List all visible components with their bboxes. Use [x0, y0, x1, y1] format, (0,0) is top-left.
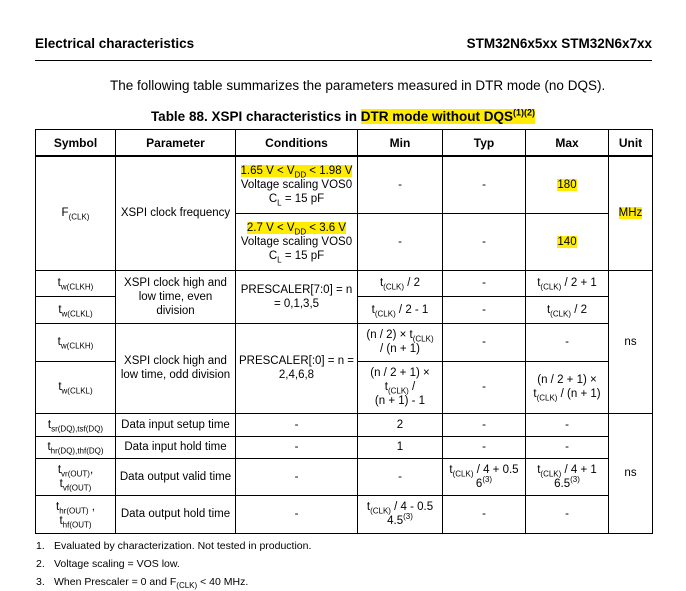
- conditions-cell: PRESCALER[7:0] = n = 0,1,3,5: [236, 270, 358, 323]
- conditions-cell: 2.7 $V < V_{DD} < 3.6$ V Voltage scaling VOS0 $C_L = 15$ pF: [236, 213, 358, 270]
- typ-cell: -: [443, 296, 526, 323]
- typ-cell: -: [443, 213, 526, 270]
- typ-cell: -: [443, 270, 526, 296]
- xspi-characteristics-table: [35, 129, 653, 534]
- max-cell: $t_{(CLK)} / 2$: [526, 296, 609, 323]
- table-row: [36, 495, 653, 533]
- typ-cell: -: [443, 413, 526, 436]
- max-cell: -: [526, 436, 609, 458]
- conditions-cell: -: [236, 436, 358, 458]
- col-min: Min: [358, 130, 443, 157]
- footnote-1: 1. Evaluated by characterization. Not tested in production.: [36, 540, 312, 552]
- caption-highlight: DTR mode without $DQS^{(1)(2)}$: [360, 107, 536, 124]
- table-row: [36, 458, 653, 495]
- parameter-cell: Data output hold time: [116, 495, 236, 533]
- min-cell: $t_{(CLK)} / 2$: [358, 270, 443, 296]
- typ-cell: -: [443, 436, 526, 458]
- typ-cell: $t_{(CLK)} / 4 + 0.5$ 6$^{(3)}$: [443, 458, 526, 495]
- max-cell: -: [526, 323, 609, 361]
- min-cell: (n / 2 + 1) × $t_{(CLK)}$ / (n + 1) - 1: [358, 361, 443, 413]
- max-cell: -: [526, 413, 609, 436]
- max-cell: 180: [526, 156, 609, 213]
- min-cell: 2: [358, 413, 443, 436]
- symbol-cell: $t_{w(CLKL)}$: [36, 296, 116, 323]
- symbol-cell: $F_{(CLK)}$: [36, 156, 116, 270]
- min-cell: -: [358, 156, 443, 213]
- symbol-cell: $t_{hr(DQ),thf(DQ)}$: [36, 436, 116, 458]
- conditions-cell: -: [236, 413, 358, 436]
- symbol-cell: $t_{w(CLKH)}$: [36, 323, 116, 361]
- min-cell: -: [358, 213, 443, 270]
- col-max: Max: [526, 130, 609, 157]
- min-cell: $(n / 2) \times t_{(CLK)}$ / (n + 1): [358, 323, 443, 361]
- min-cell: $t_{(CLK)} / 4 - 0.5$ 4.5$^{(3)}$: [358, 495, 443, 533]
- parameter-cell: XSPI clock high and low time, even division: [116, 270, 236, 323]
- symbol-cell: $t_{vr(OUT)}$, $t_{vf(OUT)}$: [36, 458, 116, 495]
- parameter-cell: Data input setup time: [116, 413, 236, 436]
- symbol-cell: $t_{hr(OUT)}$ , $t_{hf(OUT)}$: [36, 495, 116, 533]
- symbol-cell: $t_{w(CLKH)}$: [36, 270, 116, 296]
- table-row: [36, 323, 653, 361]
- max-cell: (n / 2 + 1) × $t_{(CLK)} / (n + 1)$: [526, 361, 609, 413]
- col-parameter: Parameter: [116, 130, 236, 157]
- typ-cell: -: [443, 495, 526, 533]
- footnote-2: 2. Voltage scaling = VOS low.: [36, 558, 180, 570]
- page-header: [35, 36, 652, 51]
- max-cell: -: [526, 495, 609, 533]
- conditions-cell: -: [236, 495, 358, 533]
- col-symbol: Symbol: [36, 130, 116, 157]
- typ-cell: -: [443, 156, 526, 213]
- table-caption: Table 88. XSPI characteristics in DTR mode without $DQS^{(1)(2)}$: [150, 107, 536, 124]
- unit-cell: ns: [609, 413, 653, 533]
- max-cell: $t_{(CLK)} / 4 + 1$ 6.5$^{(3)}$: [526, 458, 609, 495]
- parameter-cell: XSPI clock high and low time, odd division: [116, 323, 236, 413]
- conditions-cell: -: [236, 458, 358, 495]
- typ-cell: -: [443, 323, 526, 361]
- min-cell: 1: [358, 436, 443, 458]
- intro-paragraph: The following table summarizes the parameters measured in DTR mode (no DQS).: [110, 78, 606, 93]
- section-title: Electrical characteristics: [35, 36, 195, 51]
- symbol-cell: $t_{sr(DQ),tsf(DQ)}$: [36, 413, 116, 436]
- conditions-cell: PRESCALER[:0] = n = 2,4,6,8: [236, 323, 358, 413]
- min-cell: $t_{(CLK)} / 2 - 1$: [358, 296, 443, 323]
- table-header-row: [36, 130, 653, 157]
- footnote-3: 3. When Prescaler = 0 and $F_{(CLK)} < 40$ MHz.: [36, 576, 249, 591]
- col-unit: Unit: [609, 130, 653, 157]
- device-name: STM32N6x5xx STM32N6x7xx: [466, 36, 652, 51]
- symbol-cell: $t_{w(CLKL)}$: [36, 361, 116, 413]
- header-divider: [35, 60, 652, 61]
- parameter-cell: Data input hold time: [116, 436, 236, 458]
- table-row: [36, 270, 653, 296]
- typ-cell: -: [443, 361, 526, 413]
- conditions-cell: 1.65 $V < V_{DD} < 1.98$ V Voltage scaling VOS0 $C_L = 15$ pF: [236, 156, 358, 213]
- unit-cell: ns: [609, 270, 653, 413]
- unit-cell: MHz: [609, 156, 653, 270]
- parameter-cell: Data output valid time: [116, 458, 236, 495]
- max-cell: $t_{(CLK)} / 2 + 1$: [526, 270, 609, 296]
- table-row: [36, 156, 653, 213]
- parameter-cell: XSPI clock frequency: [116, 156, 236, 270]
- min-cell: -: [358, 458, 443, 495]
- table-footnotes: [36, 537, 311, 591]
- table-row: [36, 436, 653, 458]
- col-conditions: Conditions: [236, 130, 358, 157]
- max-cell: 140: [526, 213, 609, 270]
- table-row: [36, 413, 653, 436]
- col-typ: Typ: [443, 130, 526, 157]
